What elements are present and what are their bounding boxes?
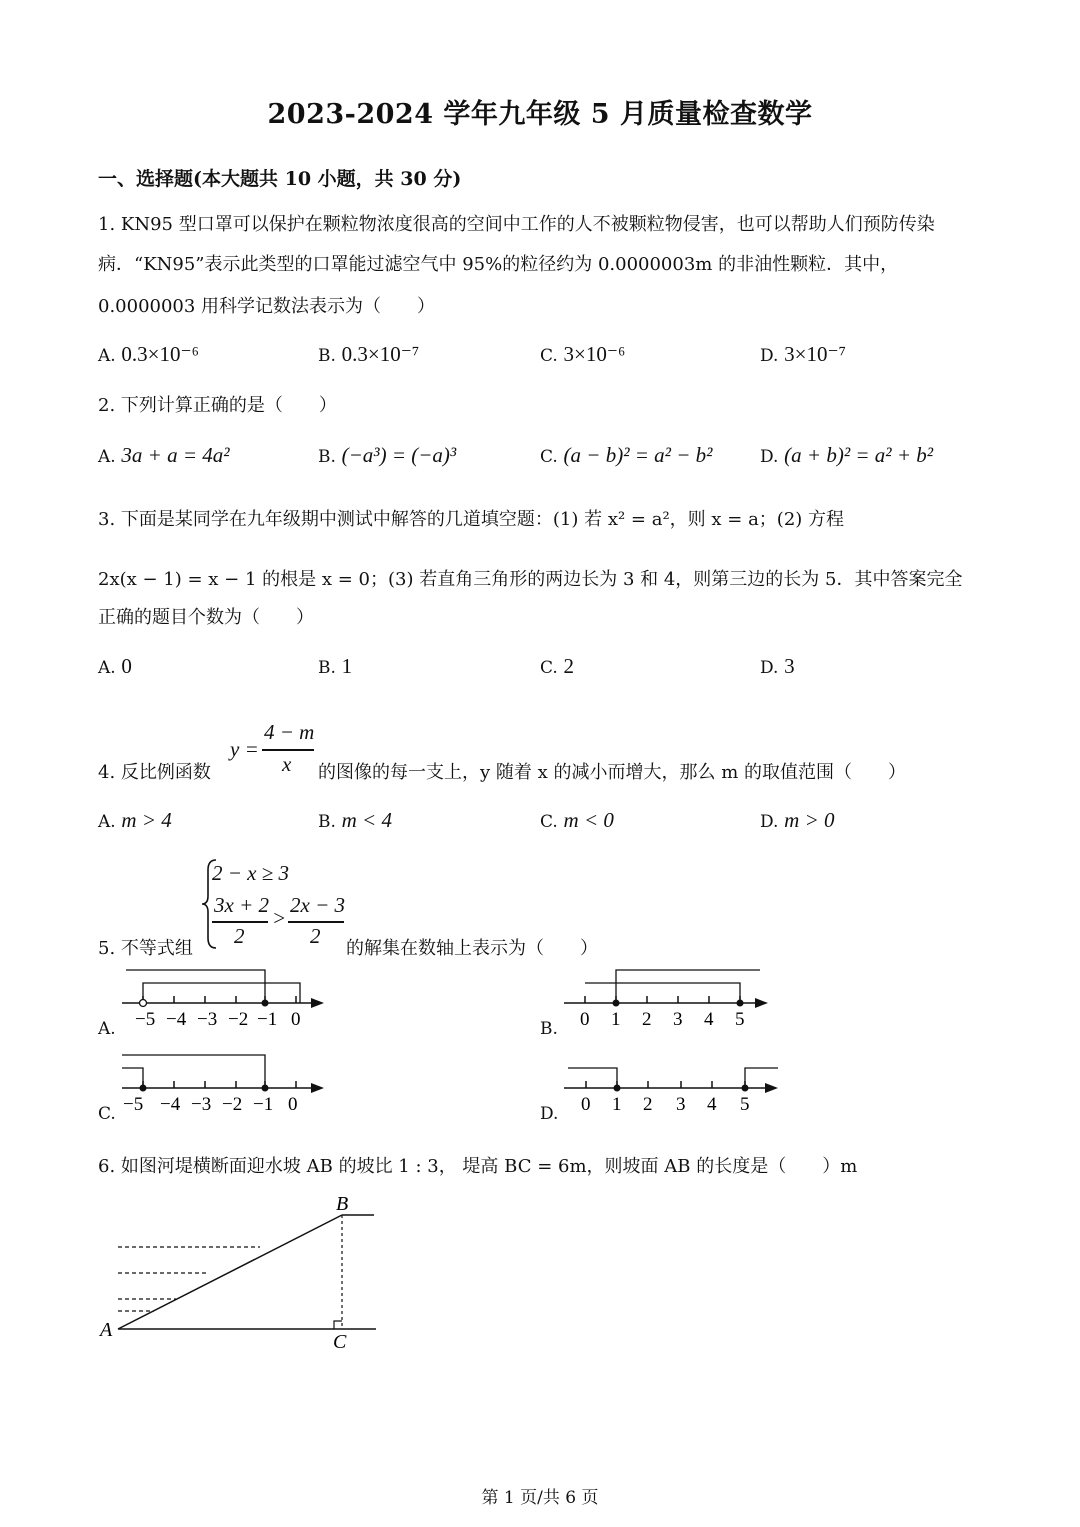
tick-label: 0: [580, 1009, 590, 1030]
q5-option-d[interactable]: [540, 1048, 790, 1128]
range-bracket: [126, 970, 265, 1003]
vertex-label-b: B: [336, 1193, 349, 1215]
q2-option-b[interactable]: [318, 443, 456, 468]
closed-point: [262, 1085, 269, 1092]
q5-ineq2-right-denominator: 2: [310, 924, 321, 948]
q4-option-d[interactable]: [760, 808, 835, 833]
option-label: D.: [760, 447, 779, 467]
tick-label: −4: [166, 1009, 187, 1030]
tick-label: 5: [735, 1009, 745, 1030]
q3-line-2: 2x(x − 1) = x − 1 的根是 x = 0；(3) 若直角三角形的两边长为 3 和 4，则第三边的长为 5．其中答案完全: [98, 569, 963, 590]
tick-label: 1: [611, 1009, 621, 1030]
slope-ab: [118, 1215, 342, 1329]
option-text: 0.3×10⁻⁷: [341, 342, 420, 366]
q6-stem: 6. 如图河堤横断面迎水坡 AB 的坡比 1 : 3， 堤高 BC = 6m，则坡面 AB 的长度是（ ）m: [98, 1156, 858, 1177]
option-label: A.: [98, 346, 116, 366]
tick-label: −5: [135, 1009, 156, 1030]
q1-option-a[interactable]: [98, 342, 199, 367]
tick-label: 1: [612, 1094, 622, 1115]
tick-label: 5: [740, 1094, 750, 1115]
q5-ineq2-relation: >: [272, 906, 287, 930]
q1-option-c[interactable]: [540, 342, 625, 367]
option-text: m < 0: [563, 808, 614, 832]
q1-option-b[interactable]: [318, 342, 419, 367]
option-label: D.: [760, 812, 779, 832]
q4-formula-denominator: x: [282, 752, 292, 776]
q5-fraction-bar-left: [212, 921, 268, 923]
tick-label: 0: [581, 1094, 591, 1115]
tick-label: −1: [257, 1009, 278, 1030]
option-text: 1: [341, 654, 353, 678]
q3-line-3: 正确的题目个数为（ ）: [98, 607, 314, 628]
q3-option-d[interactable]: [760, 654, 795, 679]
axis-arrow: [765, 1083, 778, 1093]
q3-option-c[interactable]: [540, 654, 574, 679]
q1-option-d[interactable]: [760, 342, 846, 367]
q5-option-a[interactable]: [98, 963, 338, 1043]
q5-number-line-c: [98, 1048, 338, 1128]
q5-ineq2-right-numerator: 2x − 3: [290, 893, 345, 917]
q4-formula-numerator: 4 − m: [264, 720, 315, 744]
page-title: 2023-2024 学年九年级 5 月质量检查数学: [267, 99, 813, 130]
axis-arrow: [311, 998, 324, 1008]
closed-point: [613, 1000, 620, 1007]
option-text: 2: [563, 654, 575, 678]
axis-arrow: [755, 998, 768, 1008]
option-text: (−a³) = (−a)³: [341, 443, 457, 467]
q2-option-d[interactable]: [760, 443, 933, 468]
q1-line-2: 病．“KN95”表示此类型的口罩能过滤空气中 95%的粒径约为 0.0000003m 的非油性颗粒．其中，: [98, 254, 899, 275]
tick-label: 2: [643, 1094, 653, 1115]
q4-option-b[interactable]: [318, 808, 392, 833]
range-bracket: [568, 1068, 617, 1088]
tick-label: −1: [253, 1094, 274, 1115]
option-label: B.: [318, 447, 336, 467]
tick-label: 4: [704, 1009, 714, 1030]
option-label: D.: [760, 346, 779, 366]
q6-embankment-diagram: [96, 1190, 386, 1360]
option-text: 0: [121, 654, 132, 678]
closed-point: [262, 1000, 269, 1007]
tick-label: −2: [228, 1009, 249, 1030]
option-label: A.: [98, 447, 116, 467]
q5-number-line-d: [540, 1048, 790, 1128]
option-text: 0.3×10⁻⁶: [121, 342, 199, 366]
range-bracket: [122, 1068, 143, 1088]
option-text: m < 4: [341, 808, 392, 832]
q2-option-a[interactable]: [98, 443, 230, 468]
q5-option-b[interactable]: [540, 963, 780, 1043]
option-label: B.: [540, 1019, 558, 1039]
right-angle-mark: [334, 1321, 342, 1329]
q2-stem: 2. 下列计算正确的是（ ）: [98, 395, 337, 416]
option-label: A.: [98, 812, 116, 832]
option-label: C.: [540, 447, 558, 467]
tick-label: 4: [707, 1094, 717, 1115]
q5-ineq2-left-denominator: 2: [234, 924, 245, 948]
option-text: 3a + a = 4a²: [121, 443, 230, 467]
q3-option-a[interactable]: [98, 654, 132, 679]
option-label: D.: [540, 1104, 559, 1124]
section-heading: 一、选择题(本大题共 10 小题，共 30 分): [98, 168, 462, 190]
tick-label: 0: [291, 1009, 301, 1030]
option-label: B.: [318, 346, 336, 366]
option-text: (a − b)² = a² − b²: [563, 443, 713, 467]
range-bracket: [143, 983, 300, 1003]
q4-formula-lhs: y =: [230, 737, 259, 761]
open-point: [140, 1000, 147, 1007]
range-bracket: [585, 983, 740, 1003]
option-label: D.: [760, 658, 779, 678]
q2-option-c[interactable]: [540, 443, 712, 468]
vertex-label-a: A: [100, 1319, 113, 1341]
option-text: 3×10⁻⁶: [563, 342, 626, 366]
option-label: C.: [540, 658, 558, 678]
q3-line-1: 3. 下面是某同学在九年级期中测试中解答的几道填空题：(1) 若 x² = a²，则 x = a；(2) 方程: [98, 509, 845, 530]
option-label: C.: [540, 812, 558, 832]
q4-suffix: 的图像的每一支上，y 随着 x 的减小而增大，那么 m 的取值范围（ ）: [318, 762, 906, 783]
q1-line-1: 1. KN95 型口罩可以保护在颗粒物浓度很高的空间中工作的人不被颗粒物侵害，也可以帮助人们预防传染: [98, 214, 935, 235]
tick-label: −5: [123, 1094, 144, 1115]
vertex-label-c: C: [333, 1331, 347, 1353]
closed-point: [742, 1085, 749, 1092]
q5-suffix: 的解集在数轴上表示为（ ）: [346, 938, 598, 959]
tick-label: 0: [288, 1094, 298, 1115]
option-label: A.: [98, 658, 116, 678]
tick-label: −2: [222, 1094, 243, 1115]
q4-option-c[interactable]: [540, 808, 614, 833]
tick-label: −4: [160, 1094, 181, 1115]
page-footer: 第 1 页/共 6 页: [481, 1488, 599, 1508]
q5-prefix: 5. 不等式组: [98, 938, 193, 959]
q5-option-c[interactable]: [98, 1048, 338, 1128]
tick-label: −3: [197, 1009, 218, 1030]
option-label: A.: [98, 1019, 116, 1039]
option-text: m > 0: [784, 808, 835, 832]
q4-fraction-bar: [262, 749, 314, 751]
option-label: B.: [318, 812, 336, 832]
option-label: C.: [98, 1104, 116, 1124]
q4-option-a[interactable]: [98, 808, 172, 833]
tick-label: 3: [676, 1094, 686, 1115]
tick-label: −3: [191, 1094, 212, 1115]
range-bracket: [745, 1068, 778, 1088]
q3-option-b[interactable]: [318, 654, 352, 679]
closed-point: [140, 1085, 147, 1092]
q5-fraction-bar-right: [288, 921, 344, 923]
q5-number-line-b: [540, 963, 780, 1043]
q5-ineq2-left-numerator: 3x + 2: [214, 893, 269, 917]
option-label: C.: [540, 346, 558, 366]
closed-point: [614, 1085, 621, 1092]
option-text: (a + b)² = a² + b²: [784, 443, 934, 467]
q5-number-line-a: [98, 963, 338, 1043]
option-label: B.: [318, 658, 336, 678]
axis-arrow: [311, 1083, 324, 1093]
tick-label: 3: [673, 1009, 683, 1030]
q1-line-3: 0.0000003 用科学记数法表示为（ ）: [98, 296, 436, 317]
option-text: 3×10⁻⁷: [784, 342, 846, 366]
option-text: m > 4: [121, 808, 172, 832]
option-text: 3: [784, 654, 795, 678]
q5-inequality-1: 2 − x ≥ 3: [212, 861, 290, 885]
closed-point: [737, 1000, 744, 1007]
q4-prefix: 4. 反比例函数: [98, 762, 211, 783]
range-bracket: [616, 970, 760, 1003]
tick-label: 2: [642, 1009, 652, 1030]
